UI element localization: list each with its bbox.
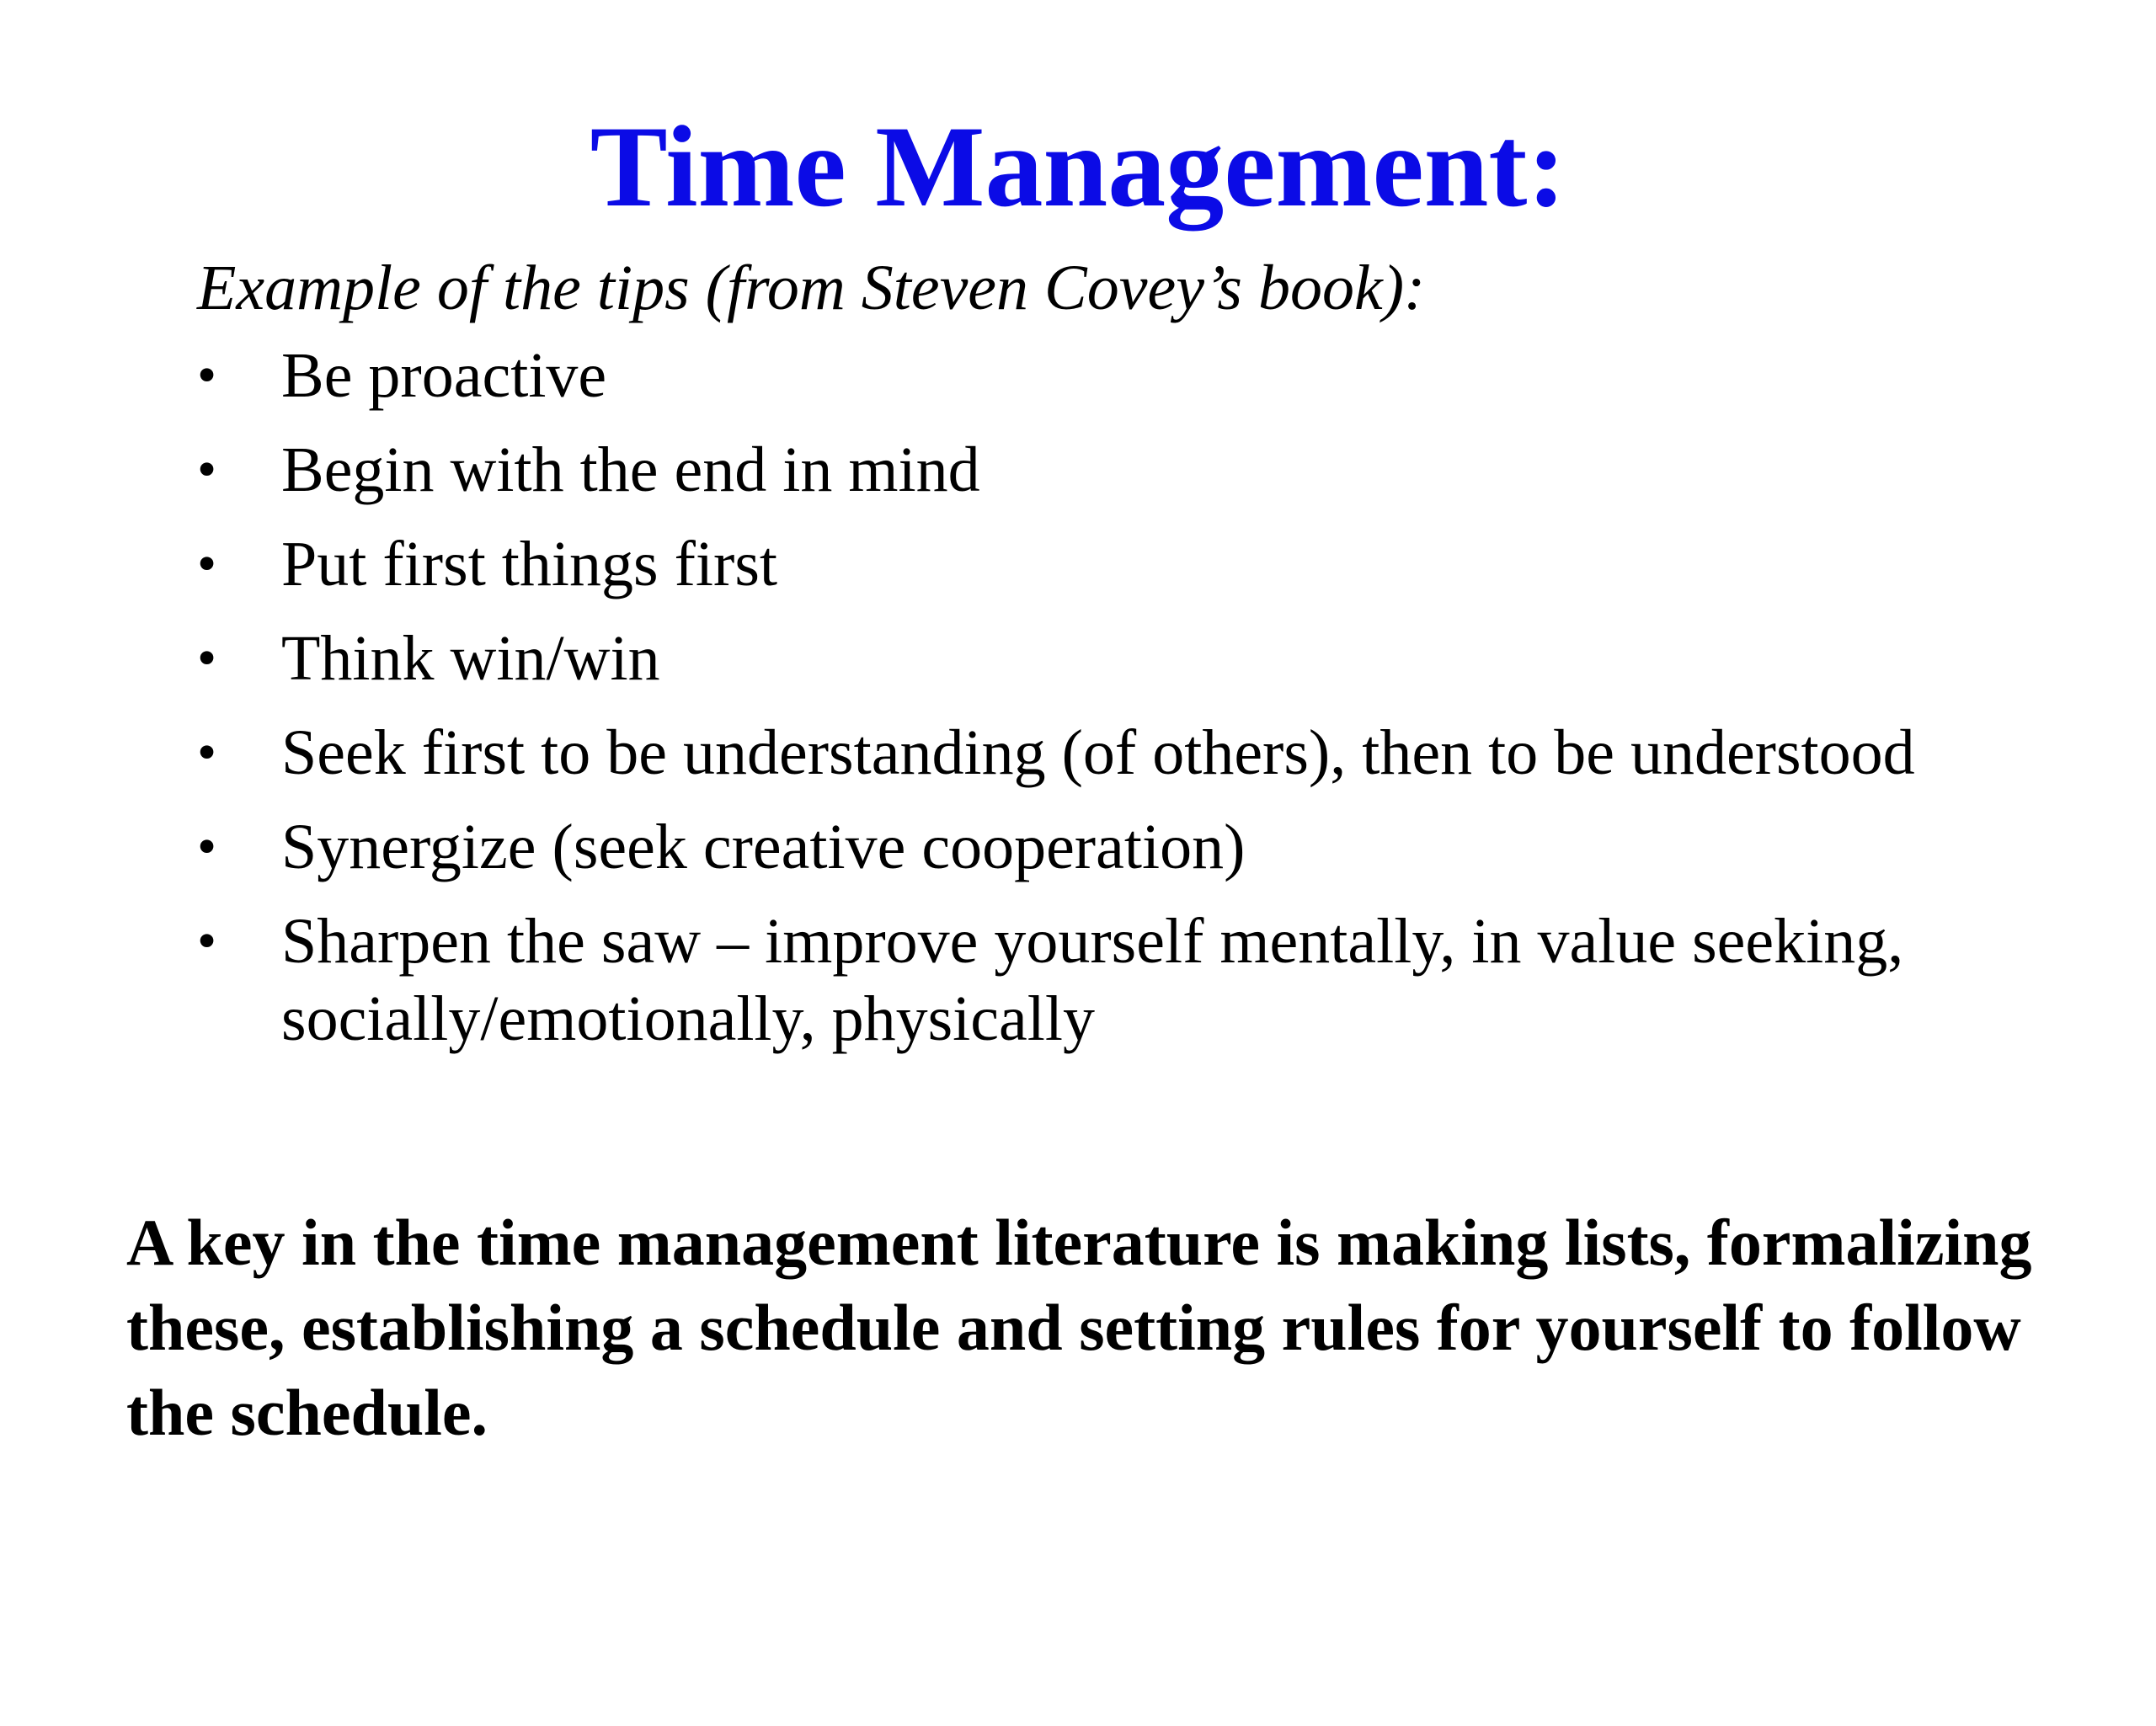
tip-text: Be proactive xyxy=(281,340,607,411)
bullet-icon: • xyxy=(197,627,217,689)
tip-text: Think win/win xyxy=(281,623,660,694)
tip-text: Put first things first xyxy=(281,529,778,599)
tip-text: Begin with the end in mind xyxy=(281,434,980,505)
tip-think-win-win xyxy=(197,620,1966,697)
tip-be-proactive xyxy=(197,337,1966,414)
tip-seek-first-to-understand xyxy=(197,714,1966,791)
bullet-icon: • xyxy=(197,816,217,877)
bullet-icon: • xyxy=(197,439,217,500)
bullet-icon: • xyxy=(197,722,217,783)
conclusion-text: A key in the time management literature is making lists, formalizing these, establishing a schedule and setting rules for yourself to follow the schedule. xyxy=(126,1206,2032,1449)
tip-synergize xyxy=(197,808,1966,886)
tip-text: Seek first to be understanding (of others), then to be understood xyxy=(281,717,1915,788)
tip-sharpen-the-saw xyxy=(197,903,1966,1057)
tip-text: Sharpen the saw – improve yourself mentally, in value seeking, socially/emotionally, physically xyxy=(281,906,1904,1054)
slide-title: Time Management: xyxy=(590,102,1566,231)
tips-intro: Example of the tips (from Steven Covey’s book): xyxy=(197,253,1426,323)
tip-text: Synergize (seek creative cooperation) xyxy=(281,812,1246,882)
tip-first-things-first xyxy=(197,525,1966,603)
bullet-icon: • xyxy=(197,344,217,406)
tip-begin-with-end xyxy=(197,431,1966,509)
bullet-icon: • xyxy=(197,910,217,972)
tips-list xyxy=(197,337,1966,1074)
bullet-icon: • xyxy=(197,533,217,594)
